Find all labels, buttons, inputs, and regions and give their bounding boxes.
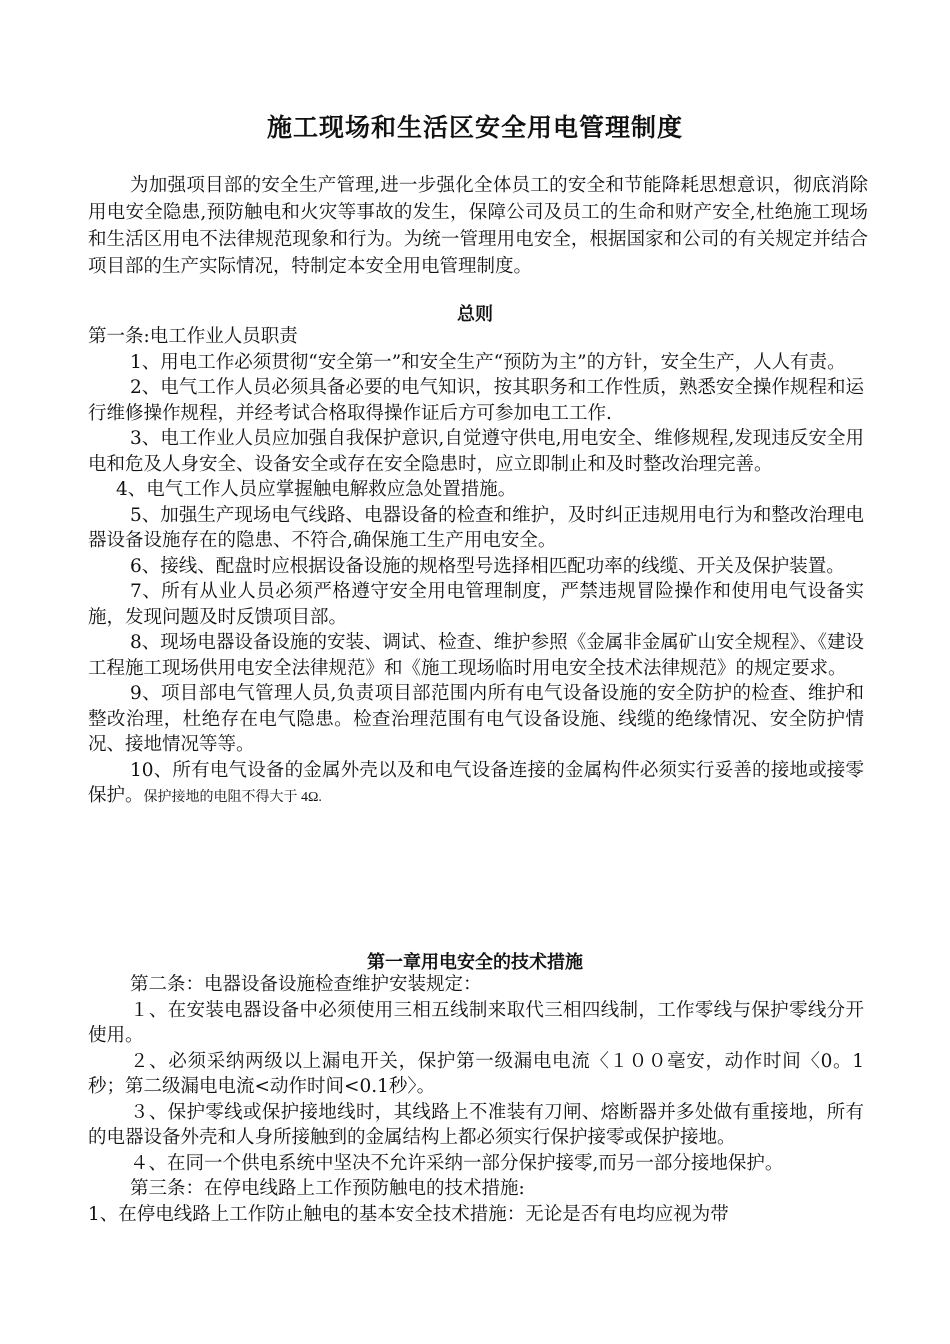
list-item: １、在安装电器设备中必须使用三相五线制来取代三相四线制，工作零线与保护零线分开使用。 — [88, 999, 864, 1046]
article-3-heading: 第三条：在停电线路上工作预防触电的技术措施: — [130, 1178, 525, 1199]
list-item-10 — [88, 758, 864, 811]
item-10-tail: 保护接地的电阻不得大于 4Ω. — [143, 790, 322, 805]
list-item: 1、用电工作必须贯彻“安全第一”和安全生产“预防为主”的方针，安全生产，人人有责。 — [130, 351, 846, 373]
general-heading: 总则 — [457, 304, 493, 325]
list-item: 2、电气工作人员必须具备必要的电气知识，按其职务和工作性质，熟悉安全操作规程和运行维修操作规程，并经考试合格取得操作证后方可参加电工工作. — [88, 377, 864, 424]
list-item: 6、接线、配盘时应根据设备设施的规格型号选择相匹配功率的线缆、开关及保护装置。 — [130, 555, 845, 577]
chapter-1-section — [88, 972, 864, 1227]
list-item: ４、在同一个供电系统中坚决不允许采纳一部分保护接零,而另一部分接地保护。 — [130, 1152, 784, 1174]
list-item: 5、加强生产现场电气线路、电器设备的检查和维护，及时纠正违规用电行为和整改治理电器设备设施存在的隐患、不符合,确保施工生产用电安全。 — [88, 504, 864, 551]
list-item: ２、必须采纳两级以上漏电开关，保护第一级漏电电流〈１００毫安，动作时间〈0。1秒；第二级漏电电流<动作时间<0.1秒〉。 — [88, 1050, 864, 1097]
list-item: ３、保护零线或保护接地线时，其线路上不准装有刀闸、熔断器并多处做有重接地，所有的电器设备外壳和人身所接触到的金属结构上都必须实行保护接零或保护接地。 — [88, 1101, 864, 1148]
list-item: 4、电气工作人员应掌握触电解救应急处置措施。 — [116, 479, 517, 500]
list-item: 1、在停电线路上工作防止触电的基本安全技术措施：无论是否有电均应视为带 — [88, 1203, 729, 1225]
item-10-text: 10、所有电气设备的金属外壳以及和电气设备连接的金属构件必须实行妥善的接地或接零保护。 — [88, 759, 864, 806]
article-1-heading: 第一条:电工作业人员职责 — [88, 326, 298, 347]
list-item: 3、电工作业人员应加强自我保护意识,自觉遵守供电,用电安全、维修规程,发现违反安全用电和危及人身安全、设备安全或存在安全隐患时，应立即制止和及时整改治理完善。 — [88, 428, 864, 475]
list-item: 7、所有从业人员必须严格遵守安全用电管理制度，严禁违规冒险操作和使用电气设备实施，发现问题及时反馈项目部。 — [88, 581, 864, 628]
article-2-heading: 第二条：电器设备设施检查维护安装规定： — [130, 974, 482, 995]
general-section — [88, 324, 864, 811]
list-item: 9、项目部电气管理人员,负责项目部范围内所有电气设备设施的安全防护的检查、维护和整改治理，杜绝存在电气隐患。检查治理范围有电气设备设施、线缆的绝缘情况、安全防护情况、接地情况等等。 — [88, 683, 864, 755]
chapter-1-heading: 第一章用电安全的技术措施 — [367, 952, 583, 973]
list-item: 8、现场电器设备设施的安装、调试、检查、维护参照《金属非金属矿山安全规程》、《建设工程施工现场供用电安全法律规范》和《施工现场临时用电安全技术法律规范》的规定要求。 — [88, 632, 864, 679]
document-title: 施工现场和生活区安全用电管理制度 — [266, 113, 683, 142]
intro-paragraph: 为加强项目部的安全生产管理,进一步强化全体员工的安全和节能降耗思想意识，彻底消除用电安全隐患,预防触电和火灾等事故的发生，保障公司及员工的生命和财产安全,杜绝施工现场和生活区用电不法律规范现象和行为。为统一管理用电安全，根据国家和公司的有关规定并结合项目部的生产实际情况，特制定本安全用电管理制度。 — [88, 175, 868, 277]
